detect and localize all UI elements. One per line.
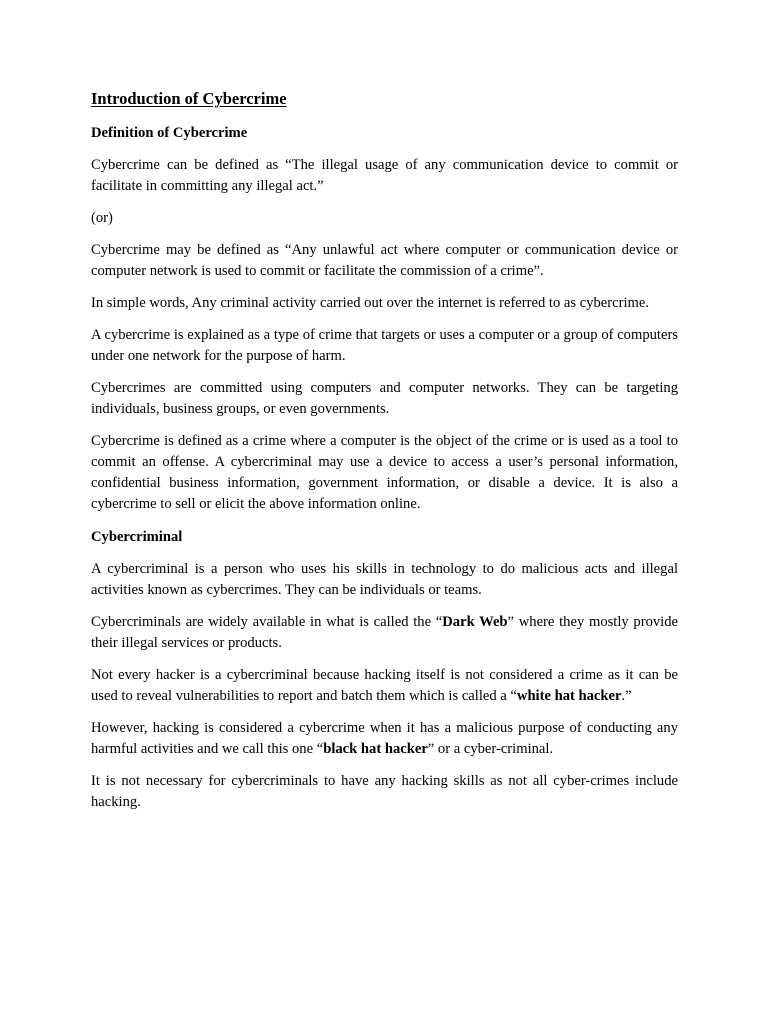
paragraph: In simple words, Any criminal activity carried out over the internet is referred to as cybercrime. bbox=[91, 295, 650, 311]
text-run: Not every hacker is a cybercriminal because hacking itself is not considered a crime as it can be used to reveal vulnerabilities to report and batch them which is called a “ bbox=[91, 667, 678, 704]
text-run: ” or a cyber-criminal. bbox=[427, 741, 554, 757]
text-run: However, hacking is considered a cybercrime when it has a malicious purpose of conducting any harmful activities and we call this one “ bbox=[91, 720, 678, 757]
bold-term-white-hat-hacker: white hat hacker bbox=[516, 688, 622, 704]
document-title: Introduction of Cybercrime bbox=[91, 89, 287, 108]
document-page bbox=[91, 88, 678, 824]
paragraph: A cybercriminal is a person who uses his skills in technology to do malicious acts and illegal activities known as cybercrimes. They can be individuals or teams. bbox=[91, 561, 678, 598]
section-heading-definition: Definition of Cybercrime bbox=[91, 125, 248, 141]
paragraph: (or) bbox=[91, 210, 113, 226]
paragraph: It is not necessary for cybercriminals to have any hacking skills as not all cyber-crimes include hacking. bbox=[91, 773, 678, 810]
section-heading-cybercriminal: Cybercriminal bbox=[91, 529, 183, 545]
paragraph bbox=[91, 612, 678, 654]
paragraph: Cybercrimes are committed using computers and computer networks. They can be targeting individuals, business groups, or even governments. bbox=[91, 380, 678, 417]
paragraph bbox=[91, 665, 678, 707]
bold-term-dark-web: Dark Web bbox=[442, 614, 508, 630]
paragraph: A cybercrime is explained as a type of crime that targets or uses a computer or a group of computers under one network for the purpose of harm. bbox=[91, 327, 678, 364]
bold-term-black-hat-hacker: black hat hacker bbox=[323, 741, 428, 757]
paragraph: Cybercrime is defined as a crime where a computer is the object of the crime or is used as a tool to commit an offense. A cybercriminal may use a device to access a user’s personal information, confidential business information, government information, or disable a device. It is also a cybercrime to sell or elicit the above information online. bbox=[91, 433, 678, 512]
paragraph: Cybercrime may be defined as “Any unlawful act where computer or communication device or computer network is used to commit or facilitate the commission of a crime”. bbox=[91, 242, 678, 279]
text-run: .” bbox=[621, 688, 632, 704]
text-run: Cybercriminals are widely available in what is called the “ bbox=[91, 614, 443, 630]
paragraph: Cybercrime can be defined as “The illegal usage of any communication device to commit or facilitate in committing any illegal act.” bbox=[91, 157, 678, 194]
text-run: ” where they mostly provide their illegal services or products. bbox=[91, 614, 678, 651]
paragraph bbox=[91, 718, 678, 760]
